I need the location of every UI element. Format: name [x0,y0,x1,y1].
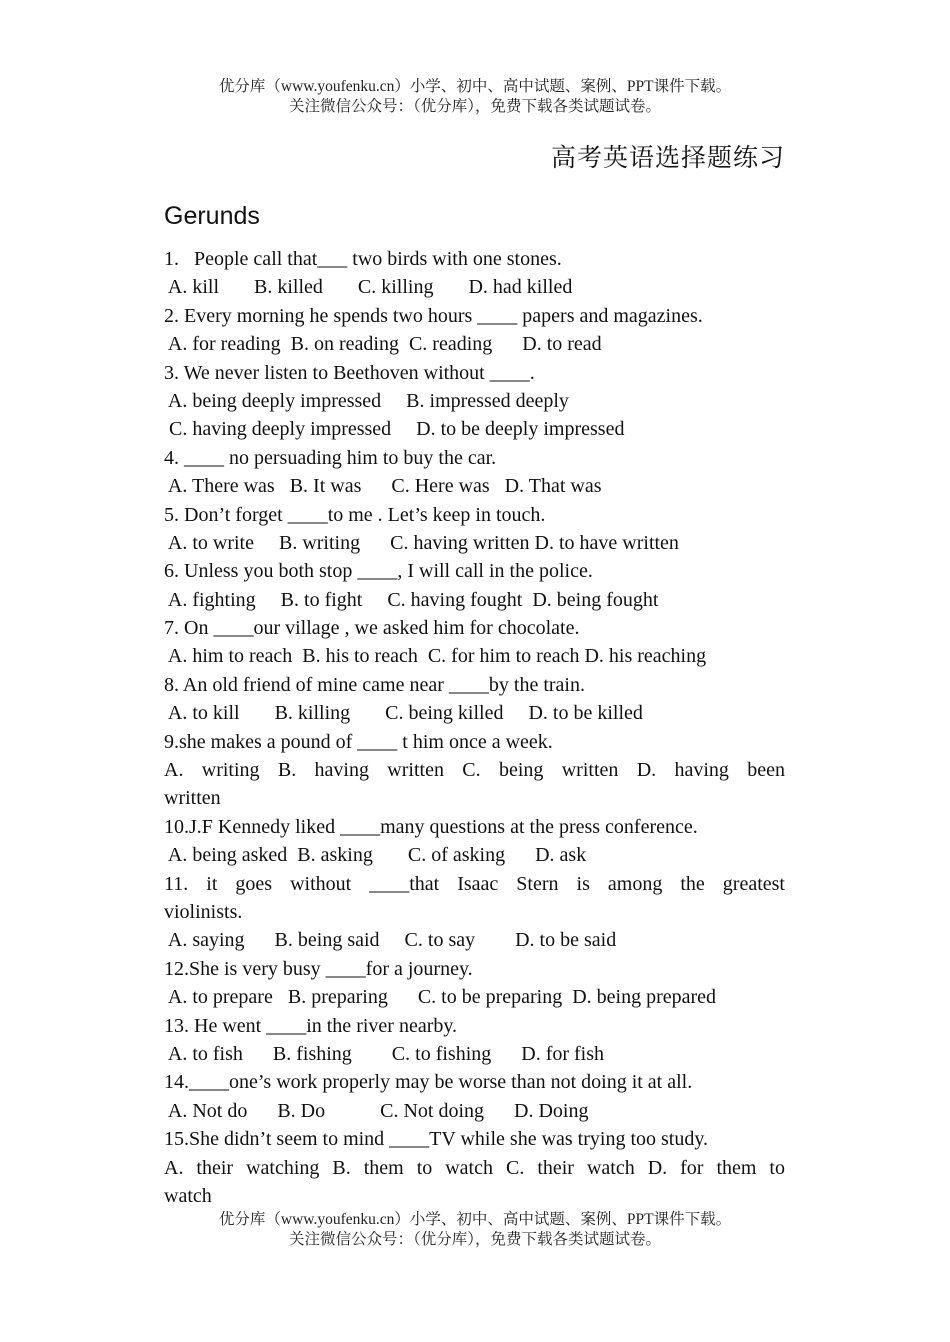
question-14-options: A. Not do B. Do C. Not doing D. Doing [164,1099,589,1122]
section-heading: Gerunds [164,202,260,230]
footer-line-1: 优分库（www.youfenku.cn）小学、初中、高中试题、案例、PPT课件下载。 [218,1211,732,1228]
question-9-options: A. writing B. having written C. being written D. having been [164,759,785,782]
question-7: 7. On ____our village , we asked him for chocolate. [164,617,580,640]
question-3: 3. We never listen to Beethoven without ____. [164,361,535,384]
question-13-options: A. to fish B. fishing C. to fishing D. for fish [164,1042,605,1065]
page-footer [0,1210,950,1250]
question-7-options: A. him to reach B. his to reach C. for him to reach D. his reaching [164,645,707,668]
question-8-options: A. to kill B. killing C. being killed D. to be killed [164,702,643,725]
header-line-2: 关注微信公众号：（优分库），免费下载各类试题试卷。 [288,98,661,115]
question-4: 4. ____ no persuading him to buy the car. [164,446,497,469]
question-8: 8. An old friend of mine came near ____by the train. [164,673,585,696]
question-5-options: A. to write B. writing C. having written D. to have written [164,531,679,554]
question-5: 5. Don’t forget ____to me . Let’s keep in touch. [164,503,546,526]
question-1: 1. People call that___ two birds with one stones. [164,248,562,270]
question-6: 6. Unless you both stop ____, I will call in the police. [164,560,593,583]
question-11: 11. it goes without ____that Isaac Stern is among the greatest [164,872,785,895]
question-4-options: A. There was B. It was C. Here was D. That was [164,475,602,498]
question-10: 10.J.F Kennedy liked ____many questions at the press conference. [164,815,698,838]
question-12: 12.She is very busy ____for a journey. [164,957,473,980]
question-15-options: A. their watching B. them to watch C. their watch D. for them to [164,1156,785,1179]
question-list [164,245,785,1210]
question-9-options-cont: written [164,787,221,810]
question-9: 9.she makes a pound of ____ t him once a week. [164,730,553,753]
header-line-1: 优分库（www.youfenku.cn）小学、初中、高中试题、案例、PPT课件下载。 [218,78,732,95]
footer-line-2: 关注微信公众号：（优分库），免费下载各类试题试卷。 [288,1231,661,1248]
question-3-options-cd: C. having deeply impressed D. to be deeply impressed [164,418,625,441]
question-12-options: A. to prepare B. preparing C. to be preparing D. being prepared [164,986,717,1009]
question-2-options: A. for reading B. on reading C. reading D. to read [164,333,602,356]
question-11-cont: violinists. [164,900,243,923]
question-14: 14.____one’s work properly may be worse than not doing it at all. [164,1071,693,1094]
question-11-options: A. saying B. being said C. to say D. to be said [164,929,617,952]
question-15-options-cont: watch [164,1184,212,1207]
question-6-options: A. fighting B. to fight C. having fought D. being fought [164,588,659,611]
question-3-options-ab: A. being deeply impressed B. impressed deeply [164,389,569,412]
question-2: 2. Every morning he spends two hours ____ papers and magazines. [164,304,703,327]
question-15: 15.She didn’t seem to mind ____TV while she was trying too study. [164,1128,709,1151]
question-10-options: A. being asked B. asking C. of asking D. ask [164,844,587,867]
question-1-options: A. kill B. killed C. killing D. had killed [164,276,573,299]
document-title: 高考英语选择题练习 [550,143,785,172]
question-13: 13. He went ____in the river nearby. [164,1014,458,1037]
page-header [0,77,950,117]
